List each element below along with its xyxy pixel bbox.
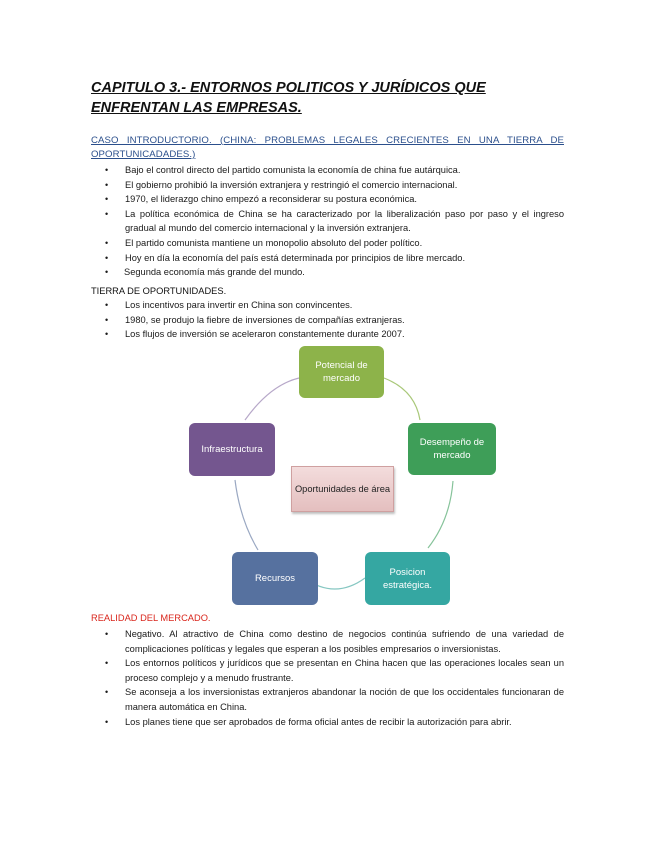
bullet-icon: • — [105, 329, 109, 340]
list-item: • El gobierno prohibió la inversión extranjera y restringió el comercio internacional. — [91, 178, 564, 193]
list-item: • Los planes tiene que ser aprobados de forma oficial antes de recibir la autorización para abrir. — [91, 715, 564, 730]
chapter-title: CAPITULO 3.- ENTORNOS POLITICOS Y JURÍDICOS QUE ENFRENTAN LAS EMPRESAS. — [91, 80, 486, 116]
list-item: • Se aconseja a los inversionistas extranjeros abandonar la noción de que los occidentales funcionaran de manera automática en China. — [105, 687, 564, 712]
connector-arc — [245, 378, 299, 420]
list-item: • 1980, se produjo la fiebre de inversiones de compañías extranjeras. — [91, 313, 564, 328]
realidad-list — [91, 627, 564, 729]
connector-arc — [428, 481, 453, 548]
list-item: • La política económica de China se ha caracterizado por la liberalización paso por paso y el ingreso gradual al mundo del comercio internacional y la inversión extranjera. — [105, 208, 564, 234]
node-infraestructura: Infraestructura — [189, 423, 275, 476]
bullet-icon: • — [105, 658, 109, 669]
caso-introductorio-heading: CASO INTRODUCTORIO. (CHINA: PROBLEMAS LEGALES CRECIENTES EN UNA TIERRA DE OPORTUNICADADES.) — [91, 135, 564, 160]
list-item: • Negativo. Al atractivo de China como destino de negocios continúa sufriendo de una variedad de complicaciones políticas y legales que esperan a los posibles empresarios o inversionistas. — [105, 629, 564, 654]
tierra-heading: TIERRA DE OPORTUNIDADES. — [91, 286, 227, 296]
list-item: • Los entornos políticos y jurídicos que se presentan en China hacen que las operaciones locales sean un proceso complejo y a menudo frustrante. — [105, 658, 564, 683]
list-item: • Hoy en día la economía del país está determinada por principios de libre mercado. — [91, 251, 564, 266]
bullet-icon: • — [105, 314, 109, 325]
connector-arc — [384, 378, 420, 420]
node-potencial-mercado: Potencial de mercado — [299, 346, 384, 398]
center-oportunidades: Oportunidades de área — [291, 466, 394, 512]
node-desempeno-mercado: Desempeño de mercado — [408, 423, 496, 475]
list-item: • Los incentivos para invertir en China son convincentes. — [91, 298, 564, 313]
list-item: • Los flujos de inversión se aceleraron constantemente durante 2007. — [91, 327, 564, 342]
bullet-icon: • — [105, 716, 109, 727]
realidad-heading: REALIDAD DEL MERCADO. — [91, 613, 211, 623]
bullet-icon: • — [105, 267, 109, 278]
bullet-icon: • — [105, 194, 109, 205]
list-item: • 1970, el liderazgo chino empezó a reconsiderar su postura económica. — [91, 192, 564, 207]
bullet-icon: • — [105, 179, 109, 190]
bullet-icon: • — [105, 237, 109, 248]
list-item: • Bajo el control directo del partido comunista la economía de china fue autárquica. — [91, 163, 564, 178]
list-item: • El partido comunista mantiene un monopolio absoluto del poder político. — [91, 236, 564, 251]
bullet-icon: • — [105, 165, 109, 175]
list-item: • Segunda economía más grande del mundo. — [91, 265, 564, 280]
node-posicion-estrategica: Posicion estratégica. — [365, 552, 450, 605]
bullet-icon: • — [105, 629, 109, 639]
node-recursos: Recursos — [232, 552, 318, 605]
connector-arc — [235, 480, 258, 550]
bullet-icon: • — [105, 208, 109, 219]
bullet-icon: • — [105, 252, 109, 263]
bullet-icon: • — [105, 687, 109, 698]
bullet-icon: • — [105, 300, 109, 310]
